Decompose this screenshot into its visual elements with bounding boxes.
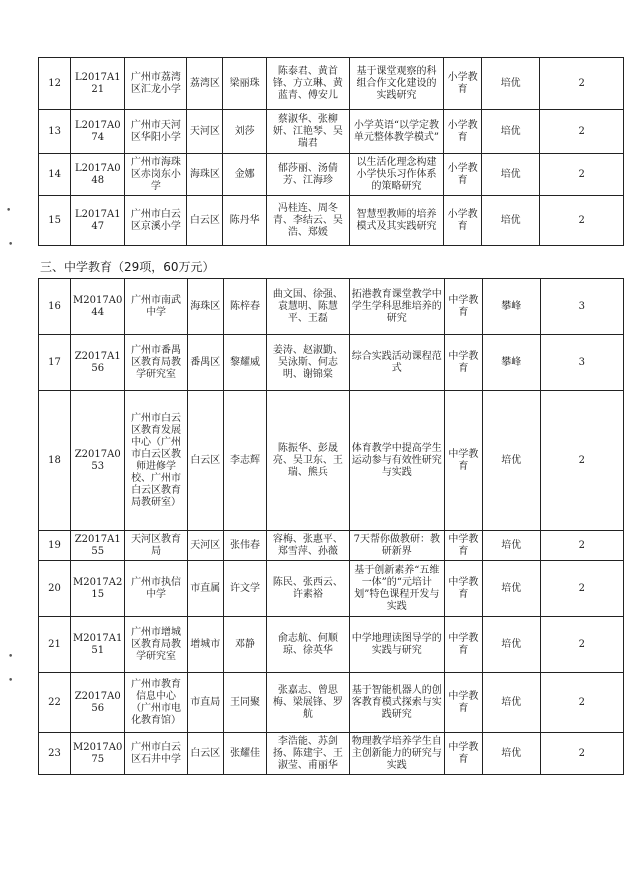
project-leader: 李志辉 [223,391,266,531]
funding-amount: 2 [540,58,624,110]
unit-name: 广州市南武中学 [125,279,187,335]
project-title: 7天帮你做教研：教研新界 [349,531,444,561]
project-leader: 陈梓春 [223,279,266,335]
project-type: 培优 [482,196,540,246]
team-members: 陈振华、彭晟亮、吴卫东、王瑞、熊兵 [267,391,350,531]
project-type: 培优 [482,733,540,775]
row-number: 15 [39,196,71,246]
district: 海珠区 [187,154,223,196]
education-stage: 中学教育 [444,279,482,335]
unit-name: 广州市海珠区赤岗东小学 [125,154,187,196]
project-title: 基于课堂观察的科组合作文化建设的实践研究 [349,58,443,110]
funding-amount: 2 [540,561,623,617]
project-leader: 梁丽珠 [223,58,266,110]
project-type: 培优 [482,531,540,561]
project-table-primary [38,57,624,246]
project-leader: 张伟春 [223,531,266,561]
table-row [39,673,624,733]
table-row [39,154,624,196]
project-leader: 刘莎 [223,110,266,154]
row-number: 22 [39,673,71,733]
project-title: 综合实践活动课程范式 [349,335,444,391]
team-members: 郁莎丽、汤倩芳、江海珍 [266,154,349,196]
row-number: 20 [39,561,71,617]
project-type: 培优 [482,673,540,733]
team-members: 姜涛、赵淑勤、吴泳斯、何志明、谢锦棠 [267,335,350,391]
project-id: Z2017A053 [71,391,125,531]
unit-name: 广州市增城区教育局教学研究室 [125,617,187,673]
district: 白云区 [187,196,223,246]
project-type: 培优 [482,58,540,110]
funding-amount: 2 [540,673,623,733]
row-number: 19 [39,531,71,561]
unit-name: 广州市天河区华阳小学 [125,110,187,154]
project-title: 基于创新素养“五维一体”的“元培计划”特色课程开发与实践 [349,561,444,617]
unit-name: 广州市白云区石井中学 [125,733,187,775]
funding-amount: 2 [540,154,624,196]
table-row [39,561,624,617]
project-type: 培优 [482,391,540,531]
project-id: L2017A048 [71,154,125,196]
project-id: L2017A147 [71,196,125,246]
district: 增城市 [187,617,223,673]
project-leader: 邓静 [223,617,266,673]
project-id: M2017A215 [71,561,125,617]
funding-amount: 2 [540,617,623,673]
education-stage: 中学教育 [444,733,482,775]
project-type: 培优 [482,561,540,617]
education-stage: 中学教育 [444,561,482,617]
unit-name: 天河区教育局 [125,531,187,561]
education-stage: 中学教育 [444,391,482,531]
table-row [39,58,624,110]
district: 天河区 [187,531,223,561]
funding-amount: 2 [540,196,624,246]
project-leader: 许文学 [223,561,266,617]
table-row [39,196,624,246]
section-heading: 三、中学教育（29项，60万元） [40,260,215,274]
row-number: 16 [39,279,71,335]
table-row [39,733,624,775]
project-leader: 张耀佳 [223,733,266,775]
team-members: 蔡淑华、张柳妍、江艳琴、吴瑞君 [266,110,349,154]
row-number: 21 [39,617,71,673]
table-row [39,531,624,561]
project-leader: 王同聚 [223,673,266,733]
project-type: 培优 [482,154,540,196]
project-id: M2017A044 [71,279,125,335]
project-leader: 黎耀威 [223,335,266,391]
district: 白云区 [187,391,223,531]
project-title: 以生活化理念构建小学快乐习作体系的策略研究 [349,154,443,196]
district: 市直属 [187,561,223,617]
district: 海珠区 [187,279,223,335]
margin-mark: • [6,206,12,216]
team-members: 李浩能、苏剑扬、陈建宇、王淑莹、甫丽华 [267,733,350,775]
row-number: 18 [39,391,71,531]
row-number: 17 [39,335,71,391]
project-type: 培优 [482,110,540,154]
project-id: L2017A074 [71,110,125,154]
education-stage: 中学教育 [444,531,482,561]
margin-mark: • [8,676,14,686]
project-title: 基于智能机器人的创客教育模式探索与实践研究 [349,673,444,733]
table-row [39,110,624,154]
team-members: 容梅、张惠平、郑雪萍、孙薇 [267,531,350,561]
funding-amount: 2 [540,531,623,561]
district: 白云区 [187,733,223,775]
funding-amount: 2 [540,110,624,154]
education-stage: 小学教育 [444,58,482,110]
row-number: 23 [39,733,71,775]
unit-name: 广州市番禺区教育局教学研究室 [125,335,187,391]
unit-name: 广州市荔湾区汇龙小学 [125,58,187,110]
education-stage: 中学教育 [444,617,482,673]
project-leader: 金娜 [223,154,266,196]
project-id: Z2017A156 [71,335,125,391]
funding-amount: 3 [540,279,623,335]
team-members: 张嘉志、曾思梅、梁展锋、罗航 [267,673,350,733]
project-title: 体育教学中提高学生运动参与有效性研究与实践 [349,391,444,531]
education-stage: 中学教育 [444,673,482,733]
unit-name: 广州市教育信息中心（广州市电化教育馆） [125,673,187,733]
project-table-secondary [38,278,624,775]
team-members: 冯桂连、周冬青、李结云、吴浩、郑媛 [266,196,349,246]
project-id: L2017A121 [71,58,125,110]
education-stage: 小学教育 [444,154,482,196]
project-id: Z2017A155 [71,531,125,561]
project-title: 拓港教育课堂教学中学生学科思维培养的研究 [349,279,444,335]
table-row [39,279,624,335]
row-number: 12 [39,58,71,110]
district: 市直局 [187,673,223,733]
team-members: 俞志航、何顺琼、徐英华 [267,617,350,673]
education-stage: 中学教育 [444,335,482,391]
education-stage: 小学教育 [444,110,482,154]
project-leader: 陈丹华 [223,196,266,246]
district: 天河区 [187,110,223,154]
project-type: 攀峰 [482,279,540,335]
project-id: M2017A151 [71,617,125,673]
project-title: 物理教学培养学生自主创新能力的研究与实践 [349,733,444,775]
unit-name: 广州市白云区京溪小学 [125,196,187,246]
project-title: 小学英语“以学定教单元整体教学模式” [349,110,443,154]
funding-amount: 2 [540,733,623,775]
funding-amount: 3 [540,335,623,391]
table-row [39,391,624,531]
project-type: 培优 [482,617,540,673]
table-row [39,335,624,391]
margin-mark: • [8,652,14,662]
table-row [39,617,624,673]
project-title: 智慧型教师的培养模式及其实践研究 [349,196,443,246]
unit-name: 广州市执信中学 [125,561,187,617]
funding-amount: 2 [540,391,623,531]
team-members: 曲文国、徐强、袁慧明、陈慧平、王磊 [267,279,350,335]
team-members: 陈泰君、黄首锋、方立琳、黄蓝青、傅安儿 [266,58,349,110]
district: 荔湾区 [187,58,223,110]
project-id: Z2017A056 [71,673,125,733]
row-number: 14 [39,154,71,196]
row-number: 13 [39,110,71,154]
project-type: 攀峰 [482,335,540,391]
unit-name: 广州市白云区教育发展中心（广州市白云区教师进修学校、广州市白云区教育局教研室） [125,391,187,531]
project-id: M2017A075 [71,733,125,775]
district: 番禺区 [187,335,223,391]
project-title: 中学地理读图导学的实践与研究 [349,617,444,673]
margin-mark: • [8,240,14,250]
team-members: 陈民、张西云、许素裕 [267,561,350,617]
education-stage: 小学教育 [444,196,482,246]
